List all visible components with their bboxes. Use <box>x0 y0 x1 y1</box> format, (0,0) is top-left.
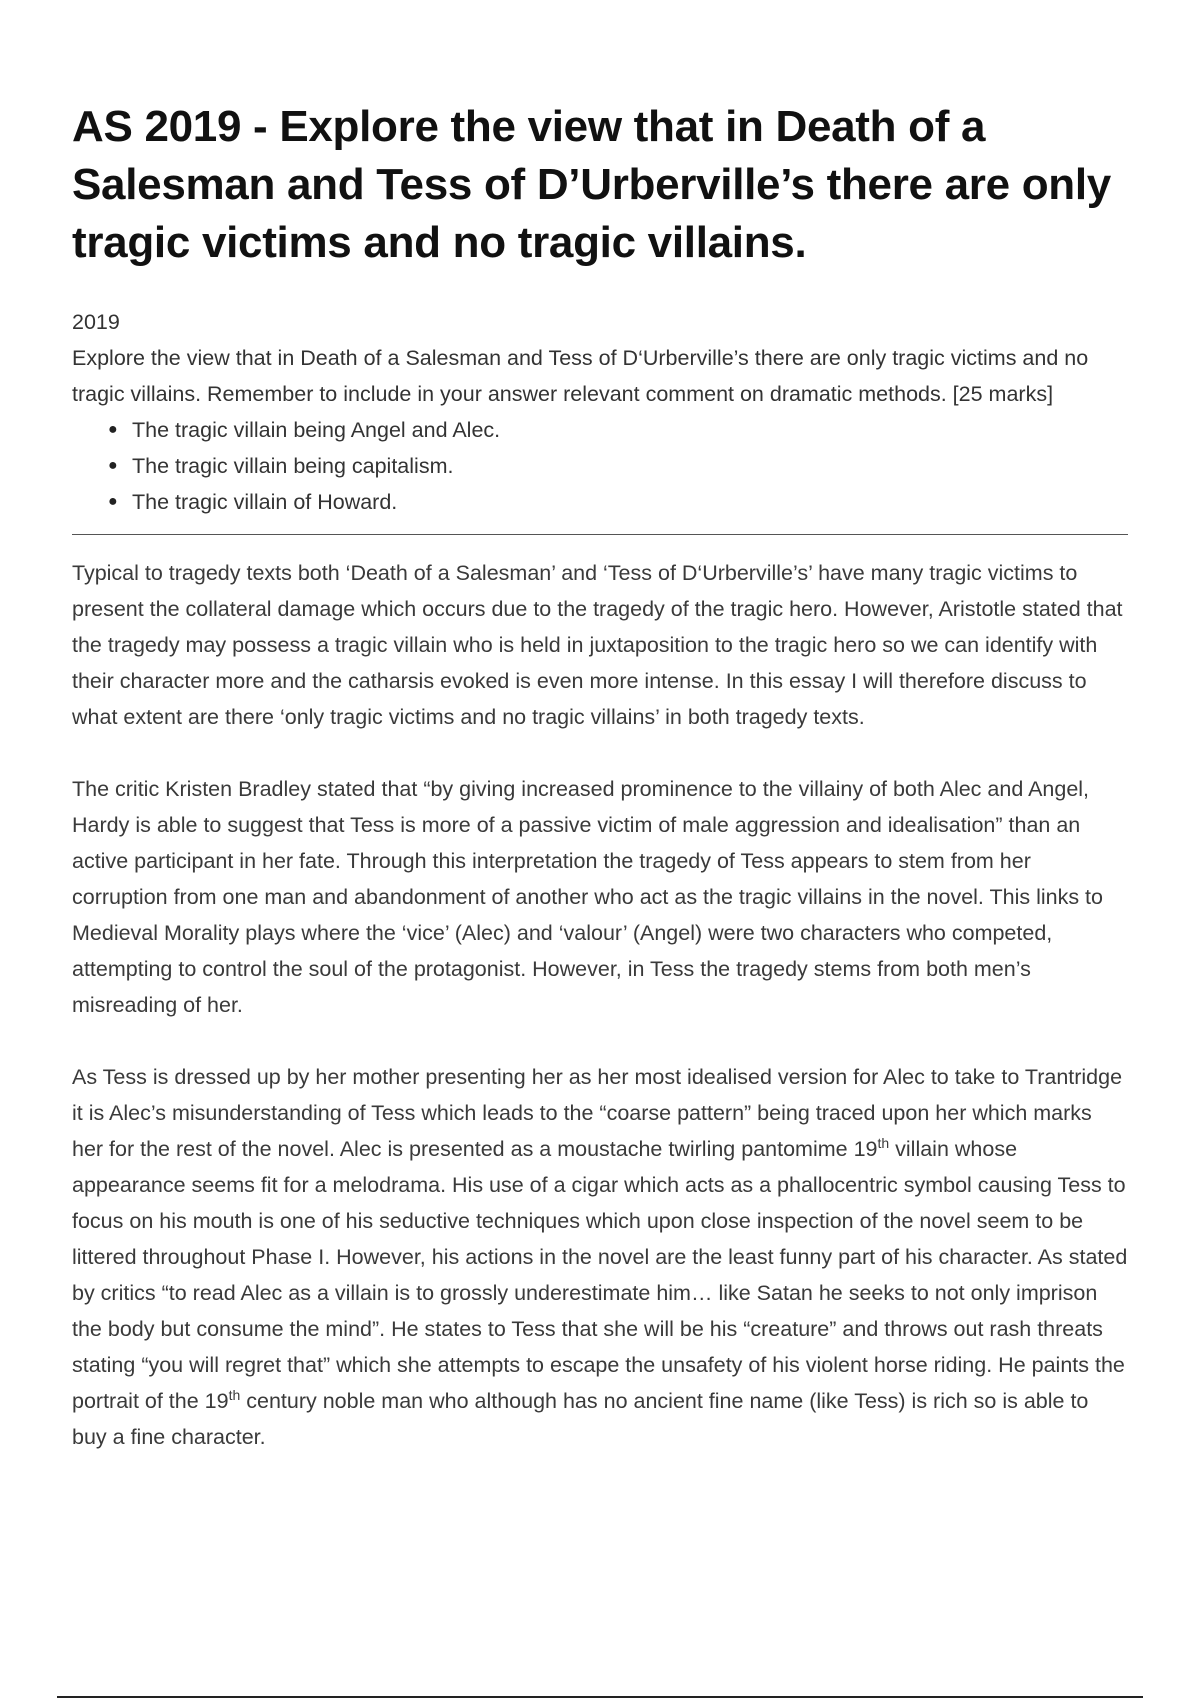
paragraph-text: villain whose appearance seems fit for a melodrama. His use of a cigar which acts as a phallocentric symbol causing Tess to focus on his mouth is one of his seductive techniques which upon close inspection of the novel seem to be littered throughout Phase I. However, his actions in the novel are the least funny part of his character. As stated by critics “to read Alec as a villain is to grossly underestimate him… like Satan he seeks to not only imprison the body but consume the mind”. He states to Tess that she will be his “creature” and throws out rash threats stating “you will regret that” which she attempts to escape the unsafety of his violent horse riding. He paints the portrait of the 19 <box>72 1137 1128 1413</box>
bullet-icon: ● <box>108 493 118 510</box>
superscript: th <box>877 1134 890 1151</box>
question-block <box>72 304 1128 520</box>
superscript: th <box>228 1386 241 1403</box>
bullet-icon: ● <box>108 457 118 474</box>
bullet-icon: ● <box>108 421 118 438</box>
question-text: Explore the view that in Death of a Salesman and Tess of D‘Urberville’s there are only tragic victims and no tragic villains. Remember to include in your answer relevant comment on dramatic methods. [25 marks] <box>72 346 1089 406</box>
page-bottom-divider <box>57 1696 1143 1698</box>
document-title: AS 2019 - Explore the view that in Death of a Salesman and Tess of D’Urberville’s there are only tragic victims and no tragic villains. <box>72 102 1111 267</box>
bullet-list <box>72 412 1128 520</box>
list-item: ● The tragic villain being Angel and Alec. <box>132 412 1128 448</box>
essay-paragraph: Typical to tragedy texts both ‘Death of a Salesman’ and ‘Tess of D‘Urberville’s’ have many tragic victims to present the collateral damage which occurs due to the tragedy of the tragic hero. However, Aristotle stated that the tragedy may possess a tragic villain who is held in juxtaposition to the tragic hero so we can identify with their character more and the catharsis evoked is even more intense. In this essay I will therefore discuss to what extent are there ‘only tragic victims and no tragic villains’ in both tragedy texts. <box>72 561 1123 729</box>
essay-paragraph <box>72 1059 1128 1455</box>
essay-paragraph: The critic Kristen Bradley stated that “by giving increased prominence to the villainy of both Alec and Angel, Hardy is able to suggest that Tess is more of a passive victim of male aggression and idealisation” than an active participant in her fate. Through this interpretation the tragedy of Tess appears to stem from her corruption from one man and abandonment of another who act as the tragic villains in the novel. This links to Medieval Morality plays where the ‘vice’ (Alec) and ‘valour’ (Angel) were two characters who competed, attempting to control the soul of the protagonist. However, in Tess the tragedy stems from both men’s misreading of her. <box>72 777 1103 1017</box>
divider <box>72 534 1128 535</box>
paragraph-text: century noble man who although has no ancient fine name (like Tess) is rich so is able to buy a fine character. <box>72 1389 1089 1449</box>
essay-body <box>72 555 1128 1455</box>
paragraph-text: As Tess is dressed up by her mother presenting her as her most idealised version for Alec to take to Trantridge it is Alec’s misunderstanding of Tess which leads to the “coarse pattern” being traced upon her which marks her for the rest of the novel. Alec is presented as a moustache twirling pantomime 19 <box>72 1065 1123 1161</box>
list-item: ● The tragic villain of Howard. <box>132 484 1128 520</box>
document-page <box>72 98 1128 1455</box>
list-item: ● The tragic villain being capitalism. <box>132 448 1128 484</box>
question-year: 2019 <box>72 310 120 334</box>
